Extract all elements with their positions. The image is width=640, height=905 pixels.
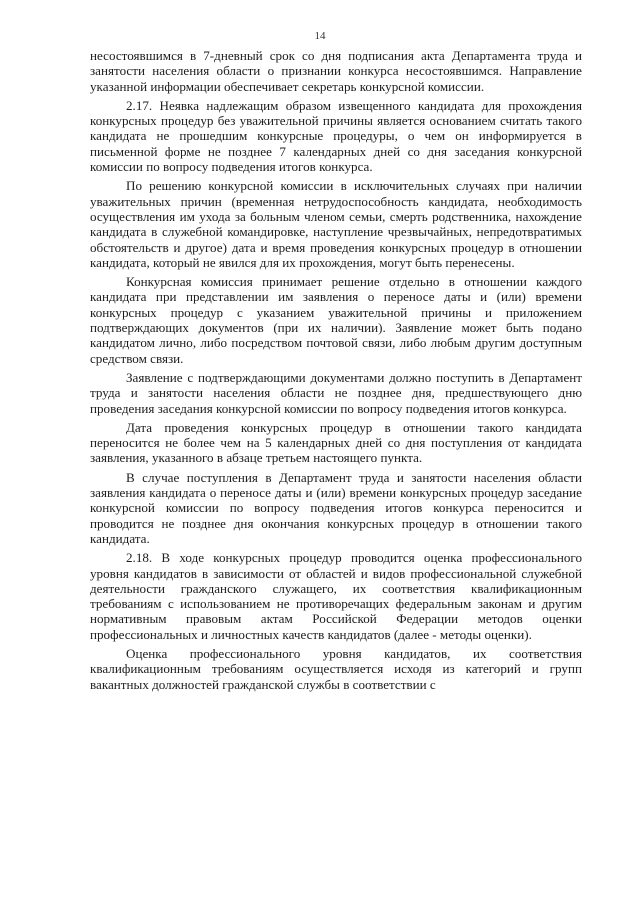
paragraph-date-transfer: Дата проведения конкурсных процедур в отношении такого кандидата переносится не более чем на 5 календарных дней со дня поступления от кандидата заявления, указанного в абзаце третьем настоящего пункта. bbox=[90, 419, 582, 466]
paragraph-continuation: несостоявшимся в 7-дневный срок со дня подписания акта Департамента труда и занятости населения области о признании конкурса несостоявшимся. Направление указанной информации обеспечивает секретарь конкурсной комиссии. bbox=[90, 48, 582, 94]
paragraph-application-deadline: Заявление с подтверждающими документами должно поступить в Департамент труда и занятости населения области не позднее дня, предшествующего дню проведения заседания конкурсной комиссии по вопросу подведения итогов конкурса. bbox=[90, 369, 582, 416]
paragraph-meeting-transfer: В случае поступления в Департамент труда и занятости населения области заявления кандидата о переносе даты и (или) времени конкурсных процедур заседание конкурсной комиссии по вопросу подведения итогов конкурса переносится и проводится не позднее дня окончания конкурсных процедур в отношении такого кандидата. bbox=[90, 469, 582, 546]
paragraph-2-17: 2.17. Неявка надлежащим образом извещенного кандидата для прохождения конкурсных процедур без уважительной причины является основанием считать такого кандидата не прошедшим конкурсные процедуры, о чем он информируется в письменной форме не позднее 7 календарных дней со дня заседания конкурсной комиссии по вопросу подведения итогов конкурса. bbox=[90, 97, 582, 175]
paragraph-assessment: Оценка профессионального уровня кандидатов, их соответствия квалификационным требованиям осуществляется исходя из категорий и групп вакантных должностей гражданской службы в соответствии с bbox=[90, 645, 582, 692]
paragraph-commission-decision: Конкурсная комиссия принимает решение отдельно в отношении каждого кандидата при представлении им заявления о переносе даты и (или) времени конкурсных процедур с указанием уважительной причины и приложением подтверждающих документов (при их наличии). Заявление может быть подано кандидатом лично, либо посредством почтовой связи, либо любым другим доступным средством связи. bbox=[90, 274, 582, 366]
paragraph-2-18: 2.18. В ходе конкурсных процедур проводится оценка профессионального уровня кандидатов в зависимости от областей и видов профессиональной служебной деятельности гражданского служащего, их соответствия квалификационным требованиям с использованием не противоречащих федеральным законам и другим нормативным правовым актам Российской Федерации методов оценки профессиональных и личностных качеств кандидатов (далее - методы оценки). bbox=[90, 550, 582, 642]
page-number: 14 bbox=[314, 30, 326, 42]
document-body bbox=[90, 48, 582, 696]
paragraph-postponement-decision: По решению конкурсной комиссии в исключительных случаях при наличии уважительных причин (временная нетрудоспособность кандидата, необходимость осуществления им ухода за больным членом семьи, смерть родственника, нахождение кандидата в служебной командировке, наступление чрезвычайных, непредотвратимых обстоятельств и другое) дата и время проведения конкурсных процедур в отношении кандидата, который не явился для их прохождения, могут быть перенесены. bbox=[90, 178, 582, 270]
